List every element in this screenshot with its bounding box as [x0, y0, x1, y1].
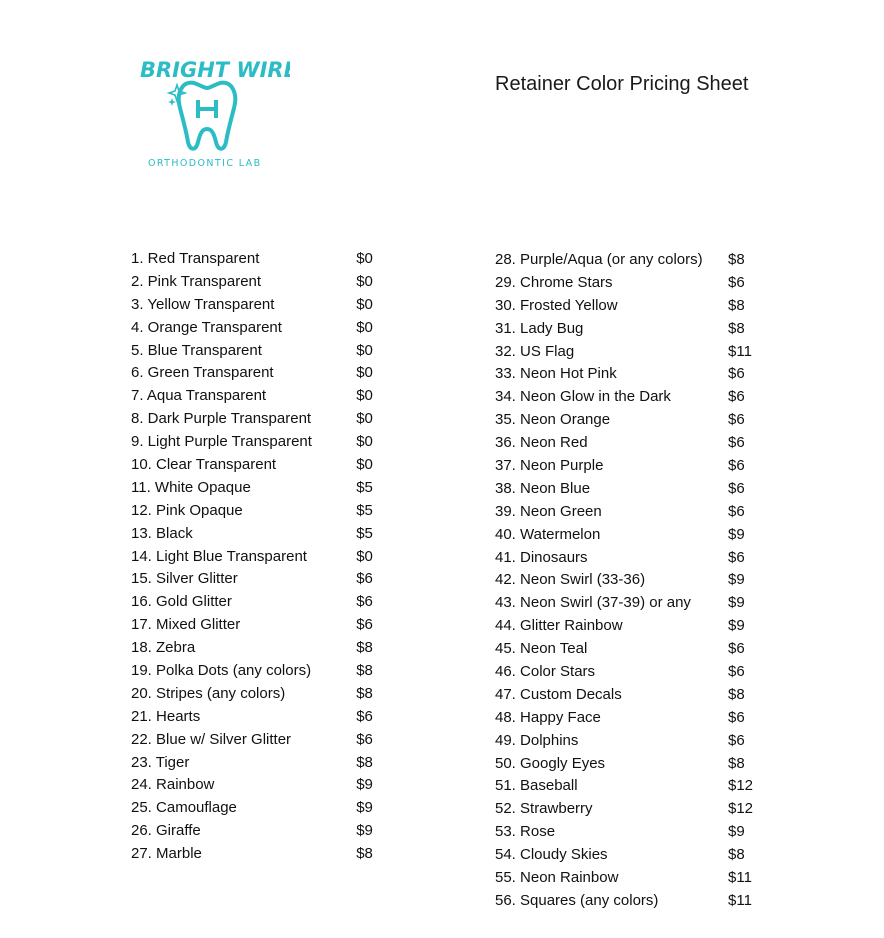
item-price: $8 [356, 845, 373, 863]
price-list-item [495, 341, 765, 364]
item-price: $5 [356, 501, 373, 519]
item-price: $9 [728, 571, 745, 589]
price-list-item [495, 386, 765, 409]
price-list-item [495, 867, 765, 890]
item-name: 45. Neon Teal [495, 640, 588, 658]
item-name: 14. Light Blue Transparent [131, 547, 307, 565]
item-price: $6 [728, 640, 745, 658]
item-price: $5 [356, 478, 373, 496]
item-price: $6 [728, 411, 745, 429]
item-price: $8 [728, 754, 745, 772]
item-price: $6 [728, 708, 745, 726]
price-list-item [131, 683, 391, 706]
item-name: 19. Polka Dots (any colors) [131, 662, 312, 680]
price-list-item [131, 637, 391, 660]
price-list-item [495, 363, 765, 386]
price-list-item [131, 591, 391, 614]
item-name: 28. Purple/Aqua (or any colors) [495, 251, 703, 268]
item-price: $11 [728, 891, 752, 909]
price-list-item [495, 638, 765, 661]
item-name: 2. Pink Transparent [131, 272, 262, 290]
item-price: $0 [356, 250, 373, 267]
item-price: $0 [356, 547, 373, 565]
item-price: $12 [728, 777, 754, 795]
price-list-item [495, 661, 765, 684]
item-name: 47. Custom Decals [495, 685, 622, 703]
item-price: $6 [728, 479, 745, 497]
price-list-item [495, 844, 765, 867]
item-price: $0 [356, 456, 373, 474]
item-price: $6 [356, 570, 373, 588]
price-list-item [495, 753, 765, 776]
price-list-item [495, 547, 765, 570]
price-list-item [131, 660, 391, 683]
item-name: 56. Squares (any colors) [495, 891, 659, 909]
price-list-item [495, 295, 765, 318]
price-list-item [131, 271, 391, 294]
price-list-item [131, 523, 391, 546]
price-list-item [131, 408, 391, 431]
price-list-item [495, 775, 765, 798]
item-name: 9. Light Purple Transparent [131, 433, 312, 451]
item-name: 7. Aqua Transparent [131, 387, 267, 405]
item-name: 33. Neon Hot Pink [495, 365, 617, 383]
item-name: 30. Frosted Yellow [495, 296, 618, 314]
item-name: 13. Black [131, 524, 193, 542]
price-list-item [131, 385, 391, 408]
item-price: $6 [356, 616, 373, 634]
item-price: $8 [728, 319, 745, 337]
item-price: $9 [356, 822, 373, 840]
item-price: $6 [356, 707, 373, 725]
price-list-item [131, 546, 391, 569]
item-name: 39. Neon Green [495, 502, 602, 520]
price-list-item [131, 729, 391, 752]
price-list-item [495, 592, 765, 615]
item-price: $0 [356, 272, 373, 290]
item-price: $0 [356, 433, 373, 451]
item-name: 24. Rainbow [131, 776, 215, 794]
item-name: 53. Rose [495, 823, 556, 841]
item-name: 50. Googly Eyes [495, 754, 606, 772]
item-price: $6 [728, 434, 745, 452]
item-price: $11 [728, 869, 752, 887]
price-list-item [131, 362, 391, 385]
price-list-item [495, 798, 765, 821]
item-name: 37. Neon Purple [495, 457, 604, 475]
price-list-item [495, 890, 765, 913]
item-name: 4. Orange Transparent [131, 318, 282, 336]
price-list-item [131, 820, 391, 843]
item-price: $8 [728, 685, 745, 703]
price-list-item [131, 706, 391, 729]
item-name: 55. Neon Rainbow [495, 869, 619, 887]
item-price: $6 [356, 730, 373, 748]
price-list-item [495, 501, 765, 524]
price-list-item [495, 707, 765, 730]
item-price: $6 [728, 663, 745, 681]
item-name: 35. Neon Orange [495, 411, 611, 429]
item-name: 23. Tiger [131, 753, 190, 771]
item-price: $6 [728, 457, 745, 475]
item-name: 44. Glitter Rainbow [495, 617, 623, 635]
price-list-item [495, 432, 765, 455]
item-name: 49. Dolphins [495, 731, 579, 749]
price-list-item [495, 569, 765, 592]
price-list-item [131, 843, 391, 866]
item-name: 48. Happy Face [495, 708, 601, 726]
price-list-item [131, 500, 391, 523]
item-name: 34. Neon Glow in the Dark [495, 388, 671, 406]
item-name: 16. Gold Glitter [131, 593, 232, 611]
item-name: 18. Zebra [131, 639, 196, 657]
price-list-item [495, 455, 765, 478]
item-name: 46. Color Stars [495, 663, 596, 681]
item-name: 32. US Flag [495, 342, 575, 360]
item-name: 36. Neon Red [495, 434, 588, 452]
price-list-item [495, 615, 765, 638]
item-name: 40. Watermelon [495, 525, 601, 543]
item-name: 43. Neon Swirl (37-39) or any [495, 594, 691, 612]
price-list-item [131, 774, 391, 797]
item-name: 52. Strawberry [495, 800, 593, 818]
bright-wire-logo [130, 50, 290, 175]
item-price: $6 [728, 731, 745, 749]
logo-brand-text: BRIGHT WIRE [140, 58, 290, 82]
price-list-item [131, 477, 391, 500]
price-list-item [131, 752, 391, 775]
price-list-item [131, 797, 391, 820]
price-list-item [495, 409, 765, 432]
item-price: $8 [356, 639, 373, 657]
price-list-item [131, 317, 391, 340]
item-name: 11. White Opaque [131, 478, 251, 496]
item-name: 8. Dark Purple Transparent [131, 410, 312, 428]
item-price: $9 [356, 776, 373, 794]
item-price: $6 [356, 593, 373, 611]
price-list-item [131, 431, 391, 454]
price-list-item [495, 821, 765, 844]
item-price: $8 [356, 753, 373, 771]
price-list-item [131, 568, 391, 591]
price-list-item [495, 730, 765, 753]
item-name: 29. Chrome Stars [495, 273, 613, 291]
price-list-item [495, 249, 765, 272]
item-price: $9 [356, 799, 373, 817]
item-name: 26. Giraffe [131, 822, 201, 840]
item-price: $8 [728, 296, 745, 314]
item-name: 15. Silver Glitter [131, 570, 238, 588]
item-price: $8 [356, 662, 373, 680]
item-price: $6 [728, 548, 745, 566]
item-price: $9 [728, 617, 745, 635]
price-list-item [131, 454, 391, 477]
item-price: $9 [728, 525, 745, 543]
item-name: 3. Yellow Transparent [131, 295, 275, 313]
item-name: 38. Neon Blue [495, 479, 591, 497]
price-list-item [495, 272, 765, 295]
item-price: $0 [356, 341, 373, 359]
price-list-item [131, 614, 391, 637]
item-price: $12 [728, 800, 754, 818]
item-price: $9 [728, 823, 745, 841]
item-name: 5. Blue Transparent [131, 341, 262, 359]
item-price: $6 [728, 388, 745, 406]
item-name: 6. Green Transparent [131, 364, 274, 382]
item-price: $11 [728, 342, 752, 360]
price-list-item [495, 524, 765, 547]
item-name: 20. Stripes (any colors) [131, 684, 286, 702]
logo-subtitle-text: ORTHODONTIC LAB [148, 158, 262, 169]
item-name: 21. Hearts [131, 707, 201, 725]
item-price: $8 [728, 251, 745, 268]
item-price: $6 [728, 502, 745, 520]
item-price: $0 [356, 364, 373, 382]
item-name: 51. Baseball [495, 777, 578, 795]
price-list-item [495, 684, 765, 707]
item-price: $6 [728, 365, 745, 383]
item-price: $8 [728, 846, 745, 864]
price-list-item [131, 248, 391, 271]
item-name: 42. Neon Swirl (33-36) [495, 571, 646, 589]
price-list-right-column [495, 249, 765, 913]
item-price: $5 [356, 524, 373, 542]
item-name: 54. Cloudy Skies [495, 846, 608, 864]
item-price: $6 [728, 273, 745, 291]
item-name: 17. Mixed Glitter [131, 616, 241, 634]
item-name: 1. Red Transparent [131, 250, 260, 267]
tooth-with-bracket-icon [130, 50, 290, 175]
item-price: $0 [356, 410, 373, 428]
price-list-item [131, 340, 391, 363]
item-price: $0 [356, 295, 373, 313]
item-price: $0 [356, 318, 373, 336]
page-title: Retainer Color Pricing Sheet [495, 73, 749, 95]
item-price: $8 [356, 684, 373, 702]
item-name: 25. Camouflage [131, 799, 237, 817]
item-name: 27. Marble [131, 845, 202, 863]
item-name: 41. Dinosaurs [495, 548, 588, 566]
item-name: 31. Lady Bug [495, 319, 584, 337]
item-price: $0 [356, 387, 373, 405]
price-list-item [495, 478, 765, 501]
item-price: $9 [728, 594, 745, 612]
item-name: 10. Clear Transparent [131, 456, 277, 474]
item-name: 12. Pink Opaque [131, 501, 243, 519]
price-list-left-column [131, 248, 391, 866]
item-name: 22. Blue w/ Silver Glitter [131, 730, 292, 748]
price-list-item [495, 318, 765, 341]
price-list-item [131, 294, 391, 317]
